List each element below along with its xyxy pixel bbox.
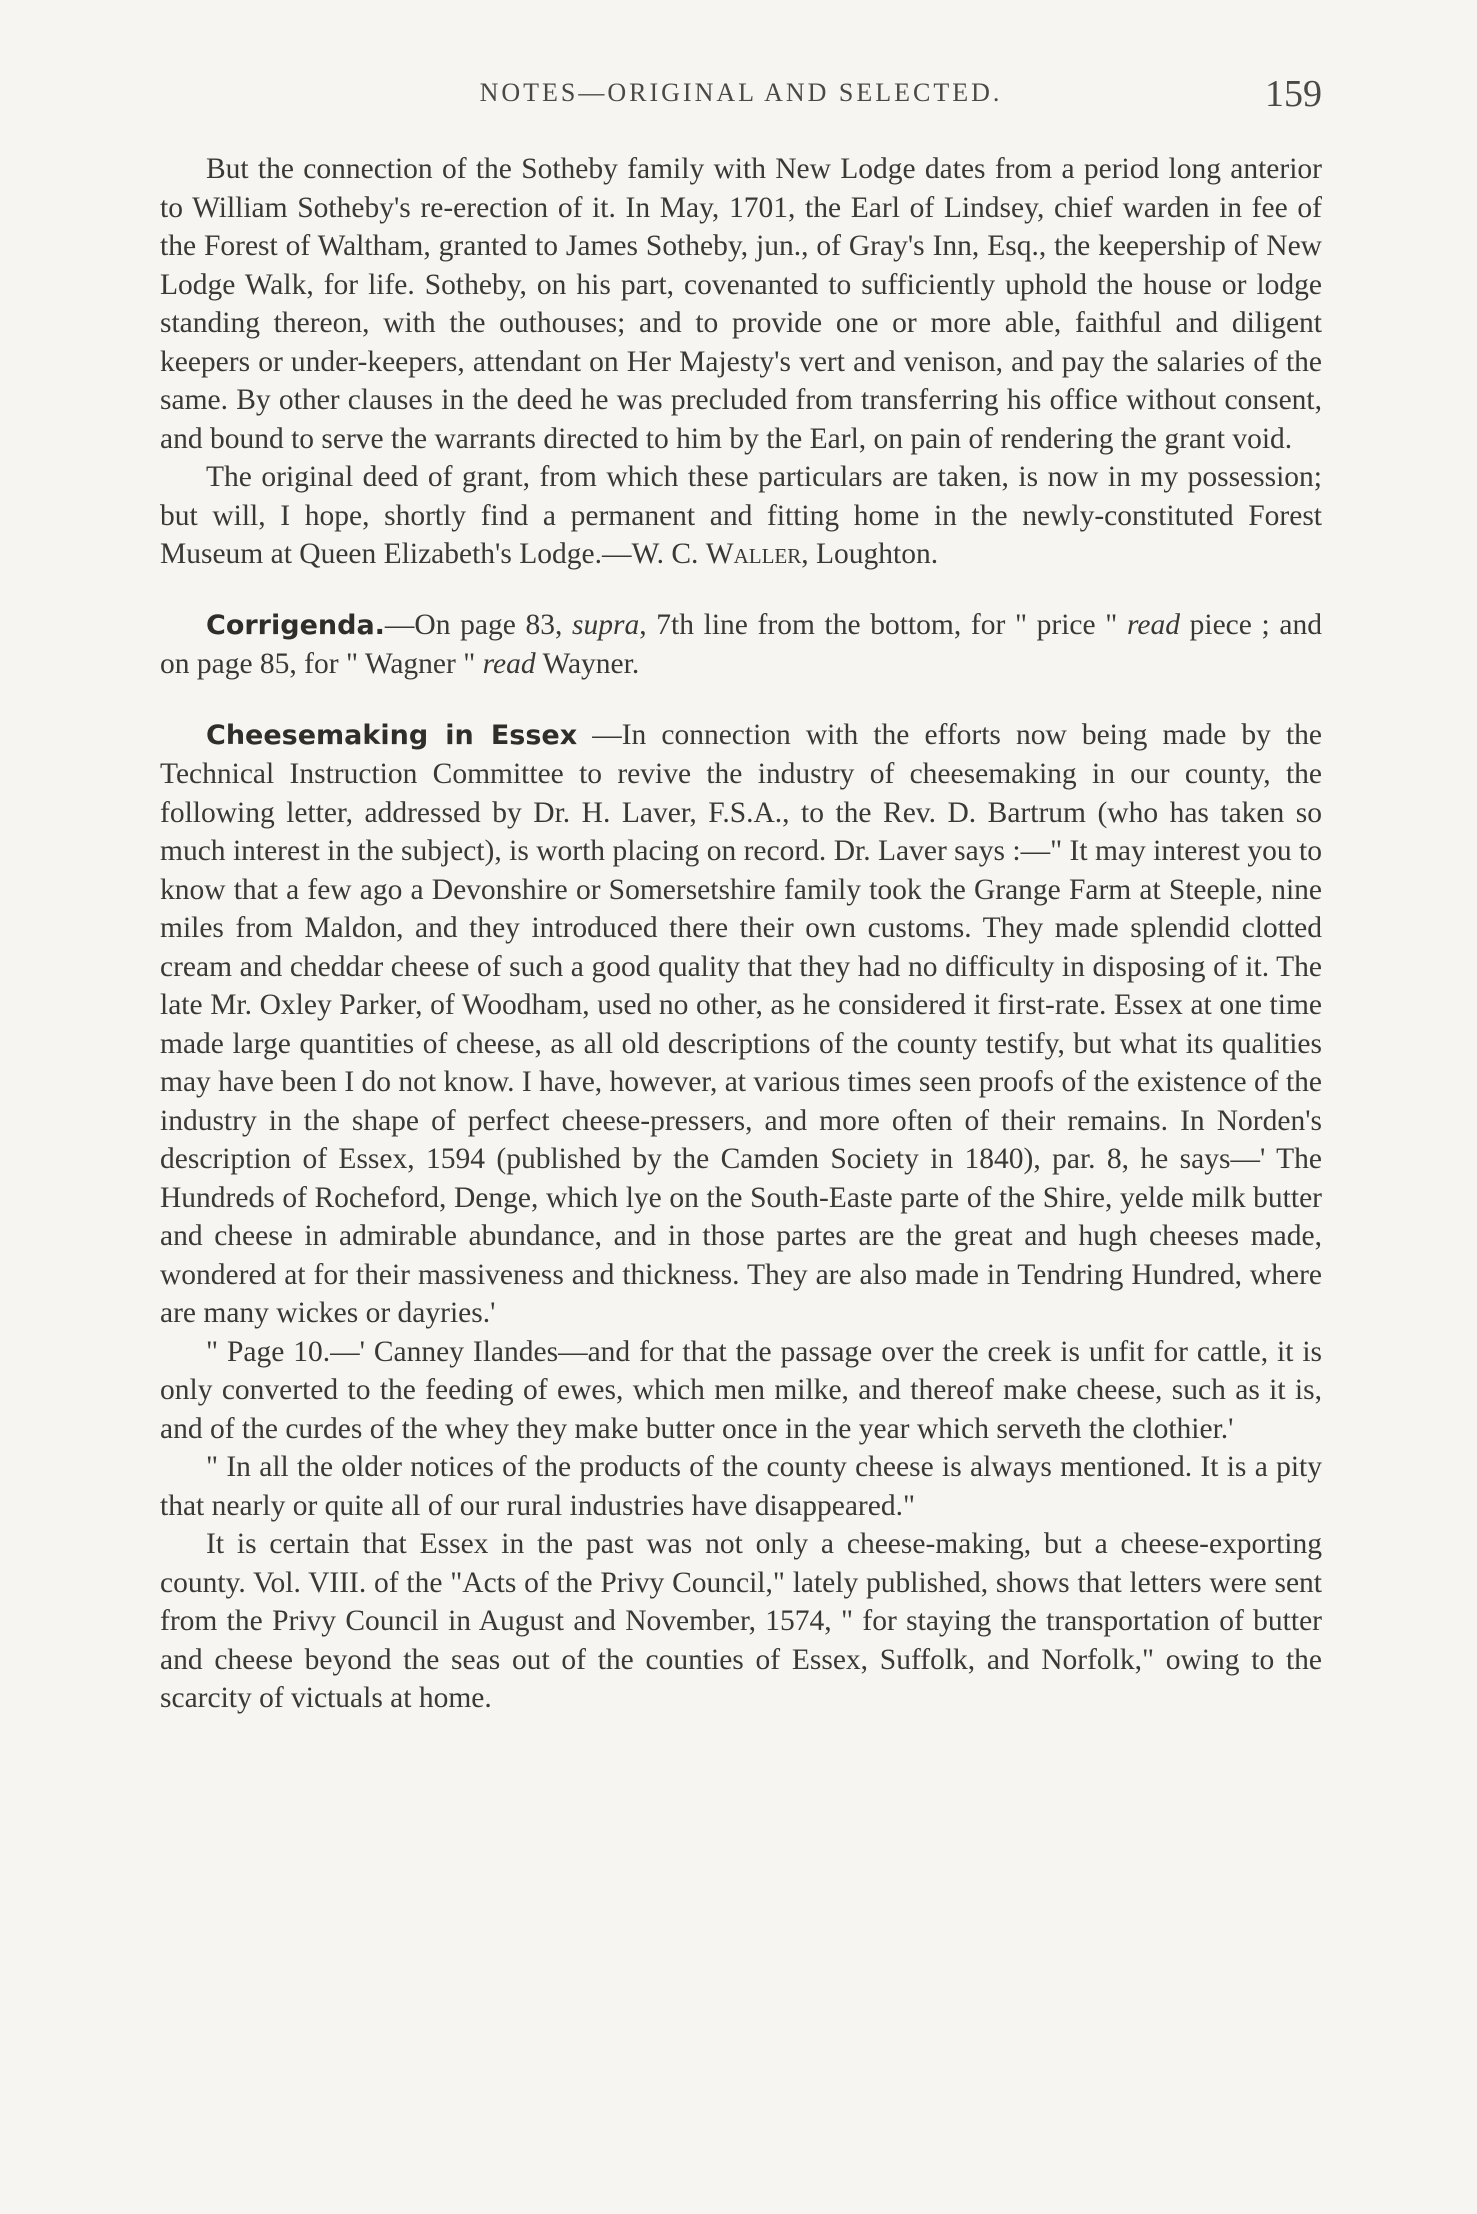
page-header [160, 66, 1322, 126]
cheese-paragraph-4: It is certain that Essex in the past was not only a cheese-making, but a cheese-exporting county. Vol. VIII. of the "Acts of the Privy Council," lately published, shows that letters were sent from the Privy Council in August and November, 1574, " for staying the transportation of butter and cheese beyond the seas out of the counties of Essex, Suffolk, and Norfolk," owing to the scarcity of victuals at home. [160, 1528, 1322, 1714]
author-signature: Waller [705, 538, 802, 570]
running-head: NOTES—ORIGINAL AND SELECTED. [479, 78, 1003, 107]
page [160, 66, 1322, 1718]
sotheby-paragraph-2 [160, 458, 1322, 574]
sotheby-paragraph-1: But the connection of the Sotheby family with New Lodge dates from a period long anterior to William Sotheby's re-erection of it. In May, 1701, the Earl of Lindsey, chief warden in fee of the Forest of Waltham, granted to James Sotheby, jun., of Gray's Inn, Esq., the keepership of New Lodge Walk, for life. Sotheby, on his part, covenanted to sufficiently uphold the house or lodge standing thereon, with the outhouses; and to provide one or more able, faithful and diligent keepers or under-keepers, attendant on Her Majesty's vert and venison, and pay the salaries of the same. By other clauses in the deed he was precluded from transferring his office without consent, and bound to serve the warrants directed to him by the Earl, on pain of rendering the grant void. [160, 153, 1322, 455]
article-body [160, 150, 1322, 1718]
corrigenda-paragraph [160, 606, 1322, 684]
sotheby-paragraph-2-text: The original deed of grant, from which these particulars are taken, is now in my possession; but will, I hope, shortly find a permanent and fitting home in the newly-constituted Forest Museum at Queen Elizabeth's Lodge.—W. C. [160, 461, 1322, 570]
author-place: , Loughton. [801, 538, 939, 570]
corrigenda-text-3: piece ; and on page 85, for " Wagner " [160, 608, 1322, 680]
corrigenda-supra: supra [572, 608, 640, 641]
corrigenda-read-2: read [482, 648, 536, 680]
corrigenda-text-2: , 7th line from the bottom, for " price " [639, 608, 1127, 641]
cheese-paragraph-1-text: —In connection with the efforts now being made by the Technical Instruction Committee to revive the industry of cheesemaking in our county, the following letter, addressed by Dr. H. Laver, F.S.A., to the Rev. D. Bartrum (who has taken so much interest in the subject), is worth placing on record. Dr. Laver says :—" It may interest you to know that a few ago a Devonshire or Somersetshire family took the Grange Farm at Steeple, nine miles from Maldon, and they introduced there their own customs. They made splendid clotted cream and cheddar cheese of such a good quality that they had no difficulty in disposing of it. The late Mr. Oxley Parker, of Woodham, used no other, as he considered it first-rate. Essex at one time made large quantities of cheese, as all old descriptions of the county testify, but what its qualities may have been I do not know. I have, however, at various times seen proofs of the existence of the industry in the shape of perfect cheese-pressers, and more often of their remains. In Norden's description of Essex, 1594 (published by the Camden Society in 1840), par. 8, he says—' The Hundreds of Rocheford, Denge, which lye on the South-Easte parte of the Shire, yelde milk butter and cheese in admirable abundance, and in those partes are the great and hugh cheeses made, wondered at for their massiveness and thickness. They are also made in Tendring Hundred, where are many wickes or dayries.' [160, 718, 1322, 1329]
cheese-paragraph-2: " Page 10.—' Canney Ilandes—and for that the passage over the creek is unfit for cattle, it is only converted to the feeding of ewes, which men milke, and thereof make cheese, such as it is, and of the curdes of the whey they make butter once in the year which serveth the clothier.' [160, 1335, 1322, 1445]
corrigenda-text-1: —On page 83, [384, 608, 573, 641]
cheese-paragraph-3: " In all the older notices of the products of the county cheese is always mentioned. It is a pity that nearly or quite all of our rural industries have disappeared." [160, 1451, 1322, 1522]
corrigenda-text-4: Wayner. [535, 648, 640, 680]
corrigenda-heading: Corrigenda. [206, 609, 385, 641]
corrigenda-read-1: read [1126, 608, 1180, 641]
page-number: 159 [1265, 73, 1322, 115]
cheese-paragraph-1 [160, 716, 1322, 1333]
cheese-heading: Cheesemaking in Essex [206, 719, 578, 751]
